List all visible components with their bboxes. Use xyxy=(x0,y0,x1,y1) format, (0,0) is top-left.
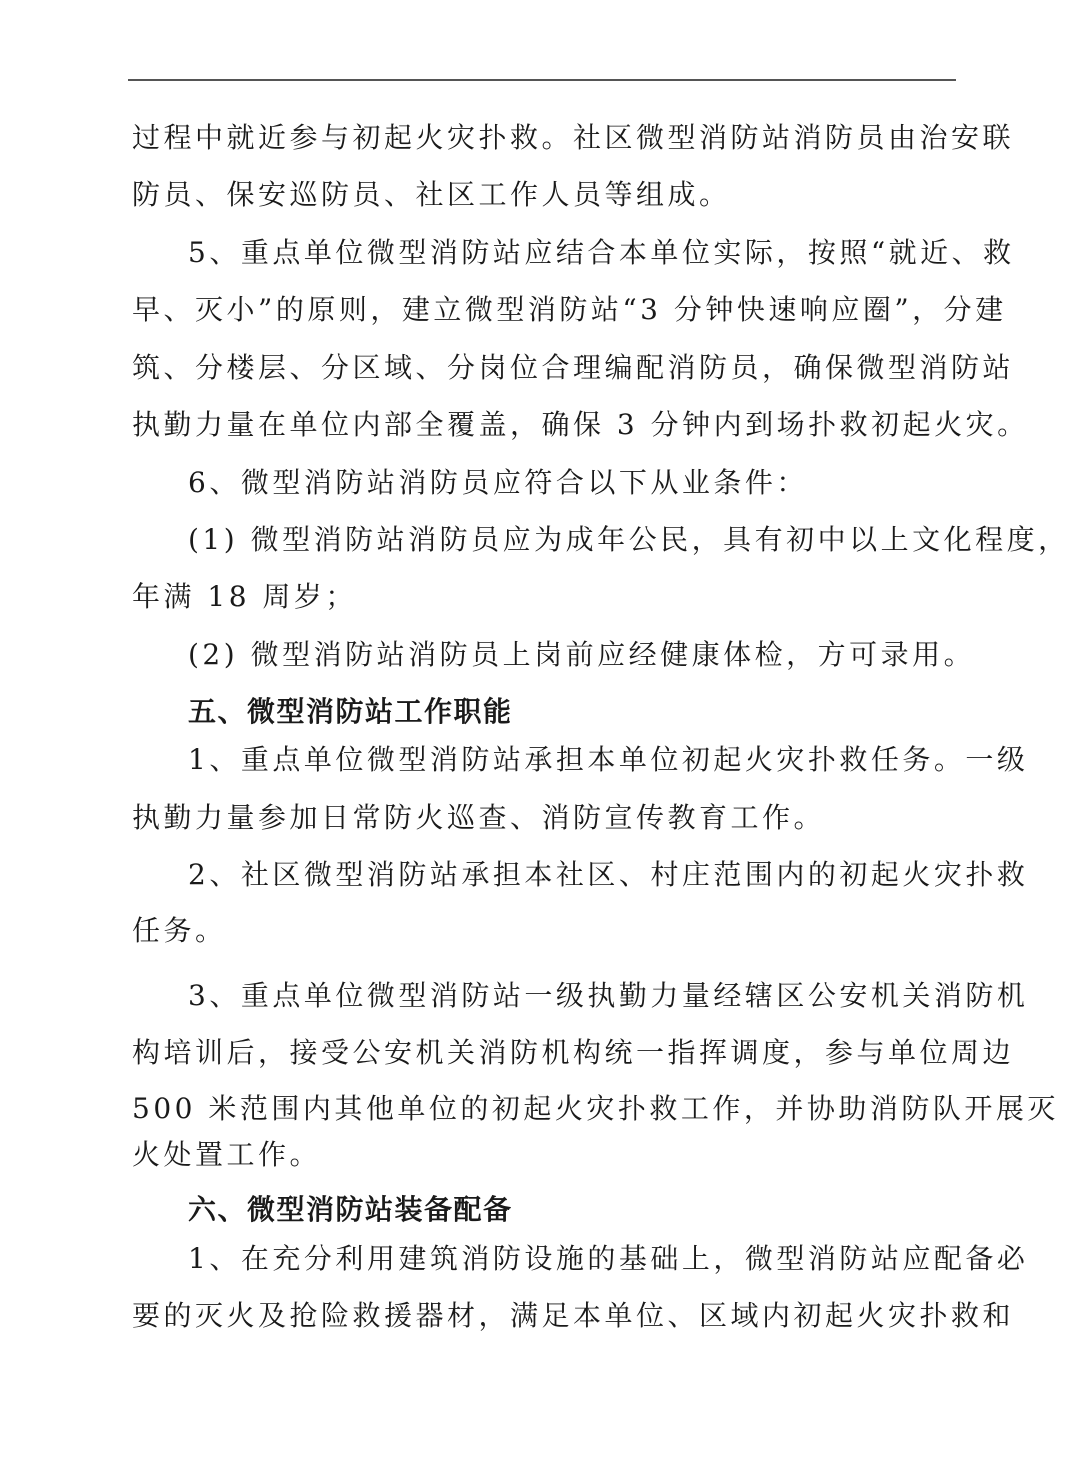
text-line: 500 米范围内其他单位的初起火灾扑救工作，并协助消防队开展灭 xyxy=(132,1092,1059,1125)
text-line: 构培训后，接受公安机关消防机构统一指挥调度，参与单位周边 xyxy=(132,1036,1015,1069)
paragraph-6-start: 6、微型消防站消防员应符合以下从业条件： xyxy=(188,466,808,499)
text-line: 过程中就近参与初起火灾扑救。社区微型消防站消防员由治安联 xyxy=(132,121,1015,154)
equipment-1-start: 1、在充分利用建筑消防设施的基础上，微型消防站应配备必 xyxy=(188,1242,1029,1275)
text-line: 早、灭小”的原则，建立微型消防站“3 分钟快速响应圈”，分建 xyxy=(132,293,1007,326)
duty-2-start: 2、社区微型消防站承担本社区、村庄范围内的初起火灾扑救 xyxy=(188,858,1029,891)
section-heading-6: 六、微型消防站装备配备 xyxy=(188,1193,513,1226)
text-line: 年满 18 周岁； xyxy=(132,580,357,613)
duty-1-start: 1、重点单位微型消防站承担本单位初起火灾扑救任务。一级 xyxy=(188,743,1029,776)
condition-1: (1) 微型消防站消防员应为成年公民，具有初中以上文化程度， xyxy=(188,523,1070,556)
duty-3-start: 3、重点单位微型消防站一级执勤力量经辖区公安机关消防机 xyxy=(188,979,1029,1012)
text-line: 防员、保安巡防员、社区工作人员等组成。 xyxy=(132,178,731,211)
header-rule xyxy=(128,79,956,81)
section-heading-5: 五、微型消防站工作职能 xyxy=(188,695,513,728)
text-line: 执勤力量在单位内部全覆盖，确保 3 分钟内到场扑救初起火灾。 xyxy=(132,408,1029,441)
text-line: 火处置工作。 xyxy=(132,1138,322,1171)
text-line: 任务。 xyxy=(132,914,227,947)
text-line: 要的灭火及抢险救援器材，满足本单位、区域内初起火灾扑救和 xyxy=(132,1299,1015,1332)
condition-2: (2) 微型消防站消防员上岗前应经健康体检，方可录用。 xyxy=(188,638,976,671)
text-line: 筑、分楼层、分区域、分岗位合理编配消防员，确保微型消防站 xyxy=(132,351,1015,384)
paragraph-5-start: 5、重点单位微型消防站应结合本单位实际，按照“就近、救 xyxy=(188,236,1015,269)
text-line: 执勤力量参加日常防火巡查、消防宣传教育工作。 xyxy=(132,801,826,834)
